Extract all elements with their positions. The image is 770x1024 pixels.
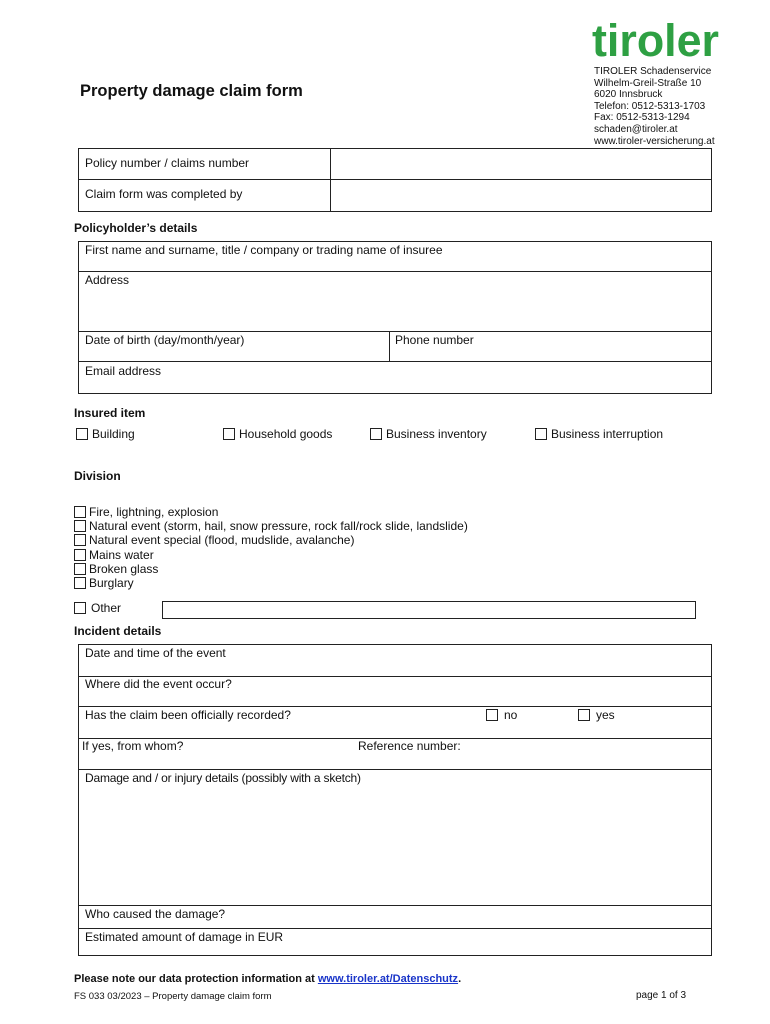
insured-option-building[interactable] <box>76 427 135 441</box>
caused-by-field[interactable]: Who caused the damage? <box>85 907 226 921</box>
checkbox[interactable] <box>486 709 498 721</box>
contact-line: www.tiroler-versicherung.at <box>594 135 715 147</box>
division-options <box>74 505 468 590</box>
division-option[interactable] <box>74 505 468 519</box>
checkbox[interactable] <box>76 428 88 440</box>
option-label: Household goods <box>239 427 333 441</box>
contact-line: TIROLER Schadenservice <box>594 66 712 77</box>
insured-option-business-inventory[interactable] <box>370 427 487 441</box>
policy-number-label: Policy number / claims number <box>85 156 250 170</box>
contact-line: Telefon: 0512-5313-1703 <box>594 100 706 112</box>
recorded-no-option[interactable] <box>486 708 517 722</box>
checkbox[interactable] <box>74 577 86 589</box>
checkbox[interactable] <box>74 520 86 532</box>
option-label: Burglary <box>89 576 134 591</box>
option-label: Business interruption <box>551 427 664 441</box>
division-option[interactable] <box>74 533 468 547</box>
option-label: Mains water <box>89 547 154 562</box>
insured-item-heading: Insured item <box>74 406 146 420</box>
completed-by-label: Claim form was completed by <box>85 187 243 201</box>
phone-field[interactable]: Phone number <box>395 333 474 347</box>
option-label: Natural event special (flood, mudslide, avalanche) <box>89 533 355 548</box>
address-field[interactable]: Address <box>85 273 130 287</box>
officially-recorded-label: Has the claim been officially recorded? <box>85 708 291 722</box>
checkbox[interactable] <box>535 428 547 440</box>
division-option[interactable] <box>74 562 468 576</box>
option-label: yes <box>596 708 615 722</box>
checkbox[interactable] <box>223 428 235 440</box>
checkbox[interactable] <box>74 506 86 518</box>
dob-field[interactable]: Date of birth (day/month/year) <box>85 333 245 347</box>
from-whom-field[interactable]: If yes, from whom? <box>82 739 184 753</box>
policy-number-field[interactable] <box>331 149 711 179</box>
checkbox[interactable] <box>74 602 86 614</box>
damage-details-field[interactable]: Damage and / or injury details (possibly with a sketch) <box>85 771 361 785</box>
checkbox[interactable] <box>578 709 590 721</box>
page-number: page 1 of 3 <box>636 990 687 1001</box>
checkbox[interactable] <box>74 534 86 546</box>
division-heading: Division <box>74 469 121 483</box>
insured-option-household-goods[interactable] <box>223 427 332 441</box>
recorded-yes-option[interactable] <box>578 708 615 722</box>
division-option[interactable] <box>74 519 468 533</box>
other-text-field[interactable] <box>162 601 696 619</box>
tiroler-logo <box>592 18 720 62</box>
option-label: Broken glass <box>89 561 159 576</box>
contact-line: 6020 Innsbruck <box>594 89 663 101</box>
division-option[interactable] <box>74 576 468 590</box>
incident-heading: Incident details <box>74 624 162 638</box>
contact-line: schaden@tiroler.at <box>594 123 678 135</box>
data-protection-note <box>74 973 461 985</box>
option-label: Building <box>92 427 135 441</box>
option-label: Fire, lightning, explosion <box>89 505 219 520</box>
option-label: no <box>504 708 518 722</box>
page-title: Property damage claim form <box>80 82 303 100</box>
policyholder-heading: Policyholder’s details <box>74 221 198 235</box>
option-label: Natural event (storm, hail, snow pressure, rock fall/rock slide, landslide) <box>89 519 468 534</box>
estimated-amount-field[interactable]: Estimated amount of damage in EUR <box>85 930 284 944</box>
insured-option-business-interruption[interactable] <box>535 427 663 441</box>
checkbox[interactable] <box>370 428 382 440</box>
option-label: Business inventory <box>386 427 487 441</box>
form-id: FS 033 03/2023 – Property damage claim form <box>74 991 272 1002</box>
checkbox[interactable] <box>74 563 86 575</box>
reference-number-field[interactable]: Reference number: <box>358 739 461 753</box>
data-protection-link[interactable]: www.tiroler.at/Datenschutz <box>317 973 459 985</box>
contact-line: Fax: 0512-5313-1294 <box>594 112 690 124</box>
contact-block <box>594 66 715 147</box>
logo-text: tiroler <box>592 18 719 62</box>
policyholder-table <box>78 241 712 394</box>
checkbox[interactable] <box>74 549 86 561</box>
option-label: Other <box>91 601 122 615</box>
event-location-field[interactable]: Where did the event occur? <box>85 677 232 691</box>
name-field[interactable]: First name and surname, title / company or trading name of insuree <box>85 243 443 257</box>
completed-by-field[interactable] <box>331 180 711 211</box>
division-option-other[interactable] <box>74 601 121 615</box>
division-option[interactable] <box>74 548 468 562</box>
contact-line: Wilhelm-Greil-Straße 10 <box>594 77 702 89</box>
email-field[interactable]: Email address <box>85 364 162 378</box>
note-prefix: Please note our data protection information at <box>74 973 318 985</box>
event-date-field[interactable]: Date and time of the event <box>85 646 226 660</box>
note-suffix: . <box>458 973 462 985</box>
